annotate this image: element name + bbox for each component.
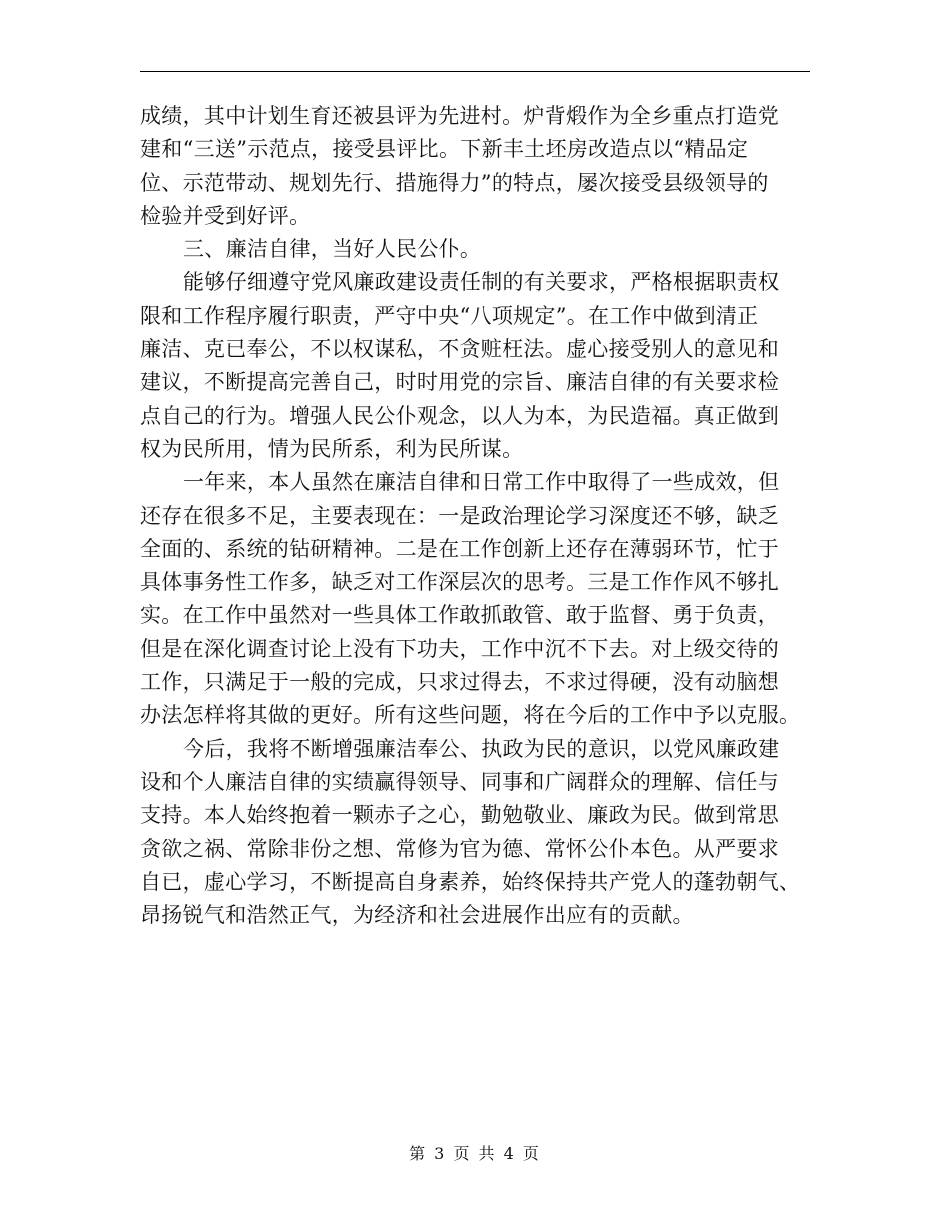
- text-line: 点自己的行为。增强人民公仆观念，以人为本，为民造福。真正做到: [140, 403, 779, 428]
- text-line: 今后，我将不断增强廉洁奉公、执政为民的意识，以党风廉政建: [183, 736, 780, 761]
- text-line: 支持。本人始终抱着一颗赤子之心，勤勉敬业、廉政为民。做到常思: [140, 803, 779, 828]
- text-line: 限和工作程序履行职责，严守中央“八项规定”。在工作中做到清正: [140, 303, 759, 328]
- text-line: 能够仔细遵守党风廉政建设责任制的有关要求，严格根据职责权: [183, 270, 780, 295]
- text-line: 还存在很多不足，主要表现在：一是政治理论学习深度还不够，缺乏: [140, 503, 779, 528]
- text-line: 自已，虚心学习，不断提高自身素养，始终保持共产党人的蓬勃朝气、: [140, 869, 801, 894]
- text-line: 具体事务性工作多，缺乏对工作深层次的思考。三是工作作风不够扎: [140, 570, 779, 595]
- text-line: 检验并受到好评。: [140, 203, 311, 228]
- header-rule: [140, 71, 810, 72]
- text-line: 工作，只满足于一般的完成，只求过得去，不求过得硬，没有动脑想: [140, 670, 779, 695]
- text-line: 贪欲之祸、常除非份之想、常修为官为德、常怀公仆本色。从严要求: [140, 836, 779, 861]
- page-footer: 第 3 页 共 4 页: [409, 1144, 541, 1163]
- text-line: 建议，不断提高完善自己，时时用党的宗旨、廉洁自律的有关要求检: [140, 370, 779, 395]
- text-line: 但是在深化调查讨论上没有下功夫，工作中沉不下去。对上级交待的: [140, 636, 779, 661]
- text-line: 设和个人廉洁自律的实绩赢得领导、同事和广阔群众的理解、信任与: [140, 769, 779, 794]
- text-line: 权为民所用，情为民所系，利为民所谋。: [140, 436, 524, 461]
- text-line: 实。在工作中虽然对一些具体工作敢抓敢管、敢于监督、勇于负责，: [140, 603, 779, 628]
- text-line: 成绩，其中计划生育还被县评为先进村。炉背煅作为全乡重点打造党: [140, 104, 779, 128]
- text-line: 建和“三送”示范点，接受县评比。下新丰土坯房改造点以“精品定: [140, 137, 749, 162]
- text-line: 昂扬锐气和浩然正气，为经济和社会进展作出应有的贡献。: [140, 903, 694, 928]
- text-line: 一年来，本人虽然在廉洁自律和日常工作中取得了一些成效，但: [183, 470, 780, 495]
- text-line: 办法怎样将其做的更好。所有这些问题，将在今后的工作中予以克服。: [140, 703, 801, 728]
- text-line: 全面的、系统的钻研精神。二是在工作创新上还存在薄弱环节，忙于: [140, 536, 779, 561]
- text-line: 三、廉洁自律，当好人民公仆。: [183, 237, 482, 262]
- document-body: [140, 100, 810, 932]
- text-line: 位、示范带动、规划先行、措施得力”的特点，屡次接受县级领导的: [140, 170, 769, 195]
- text-line: 廉洁、克已奉公，不以权谋私，不贪赃枉法。虚心接受别人的意见和: [140, 337, 779, 362]
